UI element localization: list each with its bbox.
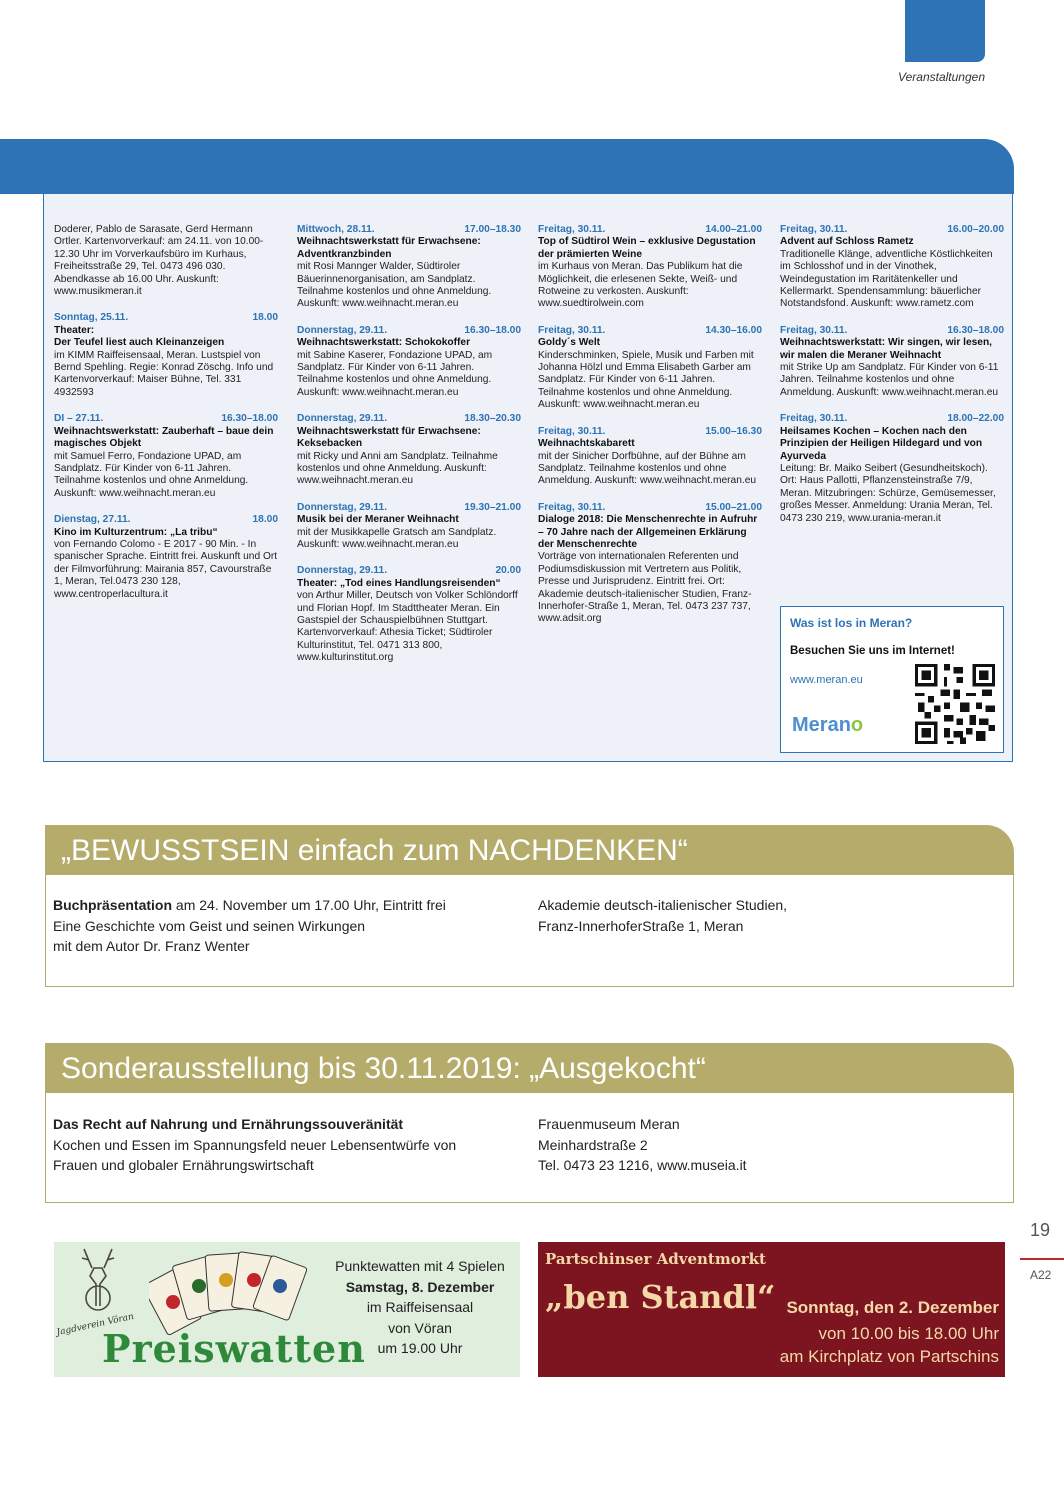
event-date: Freitag, 30.11. xyxy=(780,324,848,336)
event-date-time xyxy=(538,502,762,514)
ad-preiswatten xyxy=(54,1242,520,1377)
event-title: Weihnachtswerkstatt für Erwachsene: Keksebacken xyxy=(297,425,481,450)
event-description: Vorträge von internationalen Referenten und Podiumsdiskussion mit Vertretern aus Politik, Presse und Jurisprudenz. Eintritt frei. Ort: Akademie deutsch-italienischer Studien, Franz-Innerhofer-Straße 1, Meran, Tel. 0473 237 737, www.adsit.org xyxy=(538,551,752,625)
event-description: mit Ricky und Anni am Sandplatz. Teilnahme kostenlos und ohne Anmeldung. Auskunft: www.weihnacht.meran.eu xyxy=(297,450,498,487)
event-title: Top of Südtirol Wein – exklusive Degustation der prämierten Weine xyxy=(538,236,756,260)
event-item xyxy=(538,426,762,488)
event-title: Dialoge 2018: Die Menschenrechte in Aufruhr – 70 Jahre nach der Allgemeinen Erklärung der Menschenrechte xyxy=(538,514,758,550)
event-date: Freitag, 30.11. xyxy=(780,413,848,425)
event-date: Freitag, 30.11. xyxy=(538,425,606,437)
event-title: Weihnachtswerkstatt: Schokokoffer xyxy=(297,337,471,349)
event-item xyxy=(297,413,521,487)
event-item xyxy=(54,224,278,298)
event-description: Leitung: Br. Maiko Seibert (Gesundheitskoch). Ort: Haus Pallotti, Pflanzensteinstraße 7/9, Meran. Mitzubringen: Schürze, Gemüsemesser, großes Messer. Anmeldung: Urania Meran, Tel. 0473 230 219, www.urania-meran.it xyxy=(780,462,996,524)
event-date-time xyxy=(54,413,278,425)
event-date: Freitag, 30.11. xyxy=(538,501,606,513)
event-item xyxy=(297,224,521,311)
event-time: 18.00 xyxy=(252,312,278,324)
event-description: Kinderschminken, Spiele, Musik und Farben mit Johanna Hölzl und Emma Elisabeth Garber am Sandplatz. Für Kinder von 6-11 Jahren. Teilnahme kostenlos und ohne Anmeldung. Auskunft: www.weihnacht.meran.eu xyxy=(538,349,754,411)
event-date-time xyxy=(780,224,1004,236)
event-date-time xyxy=(538,426,762,438)
ad-ben-standl xyxy=(538,1242,1005,1377)
event-time: 16.30–18.00 xyxy=(947,324,1004,336)
event-description: mit der Sinicher Dorfbühne, auf der Bühne am Sandplatz. Teilnahme kostenlos und ohne Anmeldung. Auskunft: www.weihnacht.meran.eu xyxy=(538,450,757,487)
event-time: 14.00–21.00 xyxy=(705,224,762,235)
event-time: 19.30–21.00 xyxy=(464,501,521,513)
event-item xyxy=(780,413,1004,525)
event-title: Weihnachtswerkstatt: Zauberhaft – baue dein magisches Objekt xyxy=(54,425,274,450)
event-title: Weihnachtskabarett xyxy=(538,438,635,450)
event-date-time xyxy=(54,312,278,324)
page-number: 19 xyxy=(1030,1220,1051,1240)
event-date-time xyxy=(297,565,521,577)
ad-standl-title: „ben Standl“ xyxy=(545,1278,776,1316)
event-description: mit Rosi Mannger Walder, Südtiroler Bäuerinnenorganisation, am Sandplatz. Teilnahme kostenlos und ohne Anmeldung. Auskunft: www.weihnacht.meran.eu xyxy=(297,261,492,310)
event-time: 14.30–16.00 xyxy=(705,324,762,336)
ad-standl-text: Sonntag, den 2. Dezember von 10.00 bis 18.00 Uhr am Kirchplatz von Partschins xyxy=(779,1298,999,1366)
event-date: Donnerstag, 29.11. xyxy=(297,565,388,577)
ad-standl-kicker: Partschinser Adventmorkt xyxy=(545,1250,766,1268)
event-date: Dienstag, 27.11. xyxy=(54,514,131,526)
event-time: 20.00 xyxy=(495,565,521,577)
event-title: Weihnachtswerkstatt: Wir singen, wir lesen, wir malen die Meraner Weihnacht xyxy=(780,337,993,361)
event-item xyxy=(297,325,521,399)
event-time: 18.00–22.00 xyxy=(947,413,1004,425)
event-description: mit Samuel Ferro, Fondazione UPAD, am Sandplatz. Für Kinder von 6-11 Jahren. Teilnahme kostenlos und ohne Anmeldung. Auskunft: www.weihnacht.meran.eu xyxy=(54,450,249,499)
ad-watten-text: Punktewatten mit 4 Spielen Samstag, 8. Dezember im Raiffeisensaal von Vöran um 19.00 Uhr xyxy=(335,1258,505,1356)
event-item xyxy=(538,502,762,626)
page-divider xyxy=(1020,1258,1064,1260)
event-description: Doderer, Pablo de Sarasate, Gerd Hermann Ortler. Kartenvorverkauf: am 24.11. von 10.00-12.30 Uhr im Vorverkaufsbüro im Kurhaus, Freiheitsstraße 29, Tel. 0473 496 030. Abendkasse ab 16.00 Uhr. Auskunft: www.musikmeran.it xyxy=(54,224,264,298)
event-time: 16.30–18.00 xyxy=(221,413,278,425)
event-item xyxy=(54,413,278,500)
event-item xyxy=(780,224,1004,311)
section2-left: Das Recht auf Nahrung und Ernährungssouveränität Kochen und Essen im Spannungsfeld neuer Lebensentwürfe von Frauen und globaler Ernährungswirtschaft xyxy=(53,1116,457,1173)
event-time: 18.00 xyxy=(252,514,278,526)
event-description: Traditionelle Klänge, adventliche Köstlichkeiten im Schlosshof und in der Vinothek, Weindegustation im Raritätenkeller und Kellermarkt. Spendensammlung: bäuerlicher Notstandsfond. Auskunft: www.rametz.com xyxy=(780,248,993,310)
page-code: A22 xyxy=(1030,1268,1052,1282)
section2-header xyxy=(45,1043,1014,1093)
event-date: Freitag, 30.11. xyxy=(538,224,606,235)
event-date: Freitag, 30.11. xyxy=(780,224,848,235)
info-title: Was ist los in Meran? xyxy=(790,616,913,630)
section1-header xyxy=(45,825,1014,875)
event-item xyxy=(297,502,521,552)
event-description: mit Sabine Kaserer, Fondazione UPAD, am Sandplatz. Für Kinder von 6-11 Jahren. Teilnahme kostenlos und ohne Anmeldung. Auskunft: www.weihnacht.meran.eu xyxy=(297,349,493,398)
section-label: Veranstaltungen xyxy=(898,70,985,84)
event-title: Kino im Kulturzentrum: „La tribu“ xyxy=(54,526,218,538)
event-description: von Arthur Miller, Deutsch von Volker Schlöndorff und Florian Hopf. Im Stadttheater Meran. Ein Gastspiel der Schauspielbühnen Stuttgart. Kartenvorverkauf: Athesia Ticket; Südtiroler Kulturinstitut, Tel. 0471 313 800, www.kulturinstitut.org xyxy=(297,590,518,664)
events-column-3 xyxy=(538,224,762,640)
event-time: 18.30–20.30 xyxy=(464,413,521,425)
event-item xyxy=(538,224,762,311)
events-column-2 xyxy=(297,224,521,679)
event-date: Donnerstag, 29.11. xyxy=(297,413,388,425)
event-item xyxy=(780,325,1004,399)
event-date-time xyxy=(297,502,521,514)
section1-title: „BEWUSSTSEIN einfach zum NACHDENKEN“ xyxy=(61,834,688,867)
event-date: Mittwoch, 28.11. xyxy=(297,224,375,235)
event-item xyxy=(538,325,762,412)
event-date-time xyxy=(538,224,762,236)
event-date-time xyxy=(297,413,521,425)
event-date-time xyxy=(297,325,521,337)
event-date: Sonntag, 25.11. xyxy=(54,312,129,324)
event-description: mit der Musikkapelle Gratsch am Sandplatz. Auskunft: www.weihnacht.meran.eu xyxy=(297,526,497,550)
event-time: 16.30–18.00 xyxy=(464,324,521,336)
event-date: Donnerstag, 29.11. xyxy=(297,324,388,336)
event-title: Goldy´s Welt xyxy=(538,337,601,349)
event-description: im KIMM Raiffeisensaal, Meran. Lustspiel von Bernd Spehling. Regie: Konrad Zöschg. Info und Kartenvorverkauf: Maiser Bühne, Tel. 331 4932593 xyxy=(54,349,274,398)
event-time: 15.00–16.30 xyxy=(705,425,762,437)
section1-left: Buchpräsentation am 24. November um 17.00 Uhr, Eintritt frei Eine Geschichte vom Geist und seinen Wirkungen mit dem Autor Dr. Franz Wenter xyxy=(53,897,446,954)
event-description: im Kurhaus von Meran. Das Publikum hat die Möglichkeit, die erlesenen Sekte, Weiß- und Rotweine zu verkosten. Auskunft: www.suedtirolwein.com xyxy=(538,261,743,310)
section-tab xyxy=(905,0,985,62)
event-time: 17.00–18.30 xyxy=(464,224,521,235)
event-title: Theater: „Tod eines Handlungsreisenden“ xyxy=(297,577,501,589)
events-column-4 xyxy=(780,224,1004,539)
event-item xyxy=(54,312,278,399)
event-title: Advent auf Schloss Rametz xyxy=(780,236,914,248)
events-column-1 xyxy=(54,224,278,615)
event-date-time xyxy=(54,514,278,526)
event-date: Freitag, 30.11. xyxy=(538,324,606,336)
event-item xyxy=(54,514,278,601)
event-date: Donnerstag, 29.11. xyxy=(297,501,388,513)
event-date-time xyxy=(538,325,762,337)
event-date-time xyxy=(780,325,1004,337)
event-description: von Fernando Colomo - E 2017 - 90 Min. - In spanischer Sprache. Eintritt frei. Auskunft und Ort der Filmvorführung: Mairania 857, Cavourstraße 1, Meran, Tel.0473 230 128, www.centroperlacultura.it xyxy=(54,538,278,600)
event-title: Heilsames Kochen – Kochen nach den Prinzipien der Heiligen Hildegard und von Ayurveda xyxy=(780,425,983,462)
preiswatten-logo: Preiswatten xyxy=(102,1326,366,1371)
merano-logo: Merano xyxy=(792,714,864,736)
event-title: Weihnachtswerkstatt für Erwachsene: Adventkranzbinden xyxy=(297,236,481,260)
event-description: mit Strike Up am Sandplatz. Für Kinder von 6-11 Jahren. Teilnahme kostenlos und ohne Anmeldung. Auskunft: www.weihnacht.meran.eu xyxy=(780,362,999,398)
event-date: DI – 27.11. xyxy=(54,413,104,425)
event-date-time xyxy=(297,224,521,236)
section2-right: Frauenmuseum Meran Meinhardstraße 2 Tel. 0473 23 1216, www.museia.it xyxy=(538,1116,747,1173)
club-name: Jagdverein Vöran xyxy=(55,1311,135,1339)
event-title: Theater: Der Teufel liest auch Kleinanzeigen xyxy=(54,324,225,349)
event-item xyxy=(297,565,521,664)
qr-code-icon[interactable] xyxy=(915,664,995,744)
event-time: 16.00–20.00 xyxy=(947,224,1004,235)
event-time: 15.00–21.00 xyxy=(705,501,762,513)
info-link[interactable]: www.meran.eu xyxy=(790,674,863,686)
deer-icon xyxy=(60,1246,140,1316)
event-date-time xyxy=(780,413,1004,425)
section1-right: Akademie deutsch-italienischer Studien, Franz-InnerhoferStraße 1, Meran xyxy=(538,897,788,934)
events-header-band xyxy=(0,139,1014,194)
info-subtitle: Besuchen Sie uns im Internet! xyxy=(790,645,955,657)
section2-title: Sonderausstellung bis 30.11.2019: „Ausgekocht“ xyxy=(61,1052,706,1085)
event-title: Musik bei der Meraner Weihnacht xyxy=(297,514,459,526)
